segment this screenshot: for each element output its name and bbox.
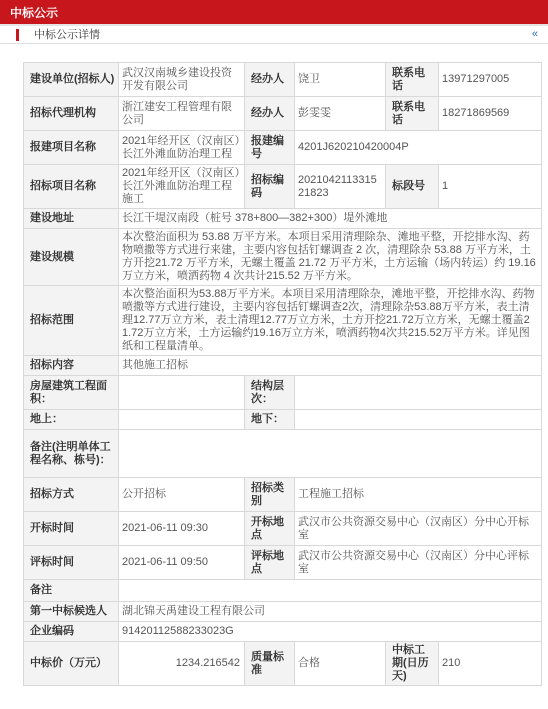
quality-value: 合格 [295,642,386,686]
table-row [24,546,542,580]
remark-single-value [119,430,542,478]
eval-time-value: 2021-06-11 09:50 [119,546,245,580]
tender-category-value: 工程施工招标 [295,478,542,512]
duration-label: 中标工期(日历天) [386,642,439,686]
table-row [24,602,542,622]
detail-table [23,62,542,686]
builder-phone-value: 13971297005 [439,63,542,97]
tender-no-label: 招标编码 [245,165,295,209]
builder-phone-label: 联系电话 [386,63,439,97]
table-row [24,97,542,131]
agent-phone-label: 联系电话 [386,97,439,131]
first-candidate-label: 第一中标候选人 [24,602,119,622]
builder-label: 建设单位(招标人) [24,63,119,97]
quality-label: 质量标准 [245,642,295,686]
scope-value: 本次整治面积为53.88万平方米。本项目采用清理除杂，滩地平整，开挖排水沟、药物喷撒等方式进行建设，主要内容包括钉螺调查2次，清理除杂53.88万平方米，表土清理12.77万立方米，表土清理12.77万立方米，土方开挖21.72万立方米，无螺土覆盖21.72万立方米，土方运输约19.16万立方米，喷洒药物4次共215.52万平方米。详见图纸和工程量清单。 [119,286,542,356]
remark-single-label: 备注(注明单体工程名称、栋号)： [24,430,119,478]
agent-handler-value: 彭雯雯 [295,97,386,131]
section-bar [0,26,548,44]
builder-handler-value: 饶卫 [295,63,386,97]
agent-org-value: 浙江建安工程管理有限公司 [119,97,245,131]
builder-value: 武汉汉南城乡建设投资开发有限公司 [119,63,245,97]
above-ground-value [119,410,245,430]
tender-category-label: 招标类别 [245,478,295,512]
page-title: 中标公示 [10,6,59,20]
remark-label: 备注 [24,580,119,602]
building-area-value [119,376,245,410]
above-ground-label: 地上： [24,410,119,430]
builder-handler-label: 经办人 [245,63,295,97]
tender-method-label: 招标方式 [24,478,119,512]
table-row [24,131,542,165]
agent-org-label: 招标代理机构 [24,97,119,131]
table-row [24,430,542,478]
bid-price-label: 中标价（万元） [24,642,119,686]
open-time-value: 2021-06-11 09:30 [119,512,245,546]
tender-method-value: 公开招标 [119,478,245,512]
agent-handler-label: 经办人 [245,97,295,131]
table-row [24,376,542,410]
remark-value [119,580,542,602]
scale-label: 建设规模 [24,229,119,286]
open-time-label: 开标时间 [24,512,119,546]
table-row [24,63,542,97]
building-area-label: 房屋建筑工程面积： [24,376,119,410]
eval-time-label: 评标时间 [24,546,119,580]
table-row [24,229,542,286]
structure-layers-label: 结构层次： [245,376,295,410]
eval-place-label: 评标地点 [245,546,295,580]
table-row [24,622,542,642]
chevron-up-double-icon[interactable]: « [531,28,538,40]
table-row [24,286,542,356]
table-row [24,356,542,376]
duration-value: 210 [439,642,542,686]
company-code-label: 企业编码 [24,622,119,642]
detail-table-wrapper [23,62,541,686]
first-candidate-value: 湖北锦天禹建设工程有限公司 [119,602,542,622]
below-ground-label: 地下： [245,410,295,430]
report-project-value: 2021年经开区（汉南区）长江外滩血防治理工程 [119,131,245,165]
report-project-label: 报建项目名称 [24,131,119,165]
scale-value: 本次整治面积为 53.88 万平方米。本项目采用清理除杂、滩地平整，开挖排水沟、药物喷撒等方式进行来建，主要内容包括钉螺调查 2 次，清理除杂 53.88 万平方米，土方开挖21.72 万平方米，无螺土覆盖 21.72 万平方米，土方运输（场内转运）约 19.16 万立方米，喷洒药物 4 次共计215.52 万平方米。 [119,229,542,286]
open-place-label: 开标地点 [245,512,295,546]
address-label: 建设地址 [24,209,119,229]
section-title: 中标公示详情 [34,29,100,41]
table-row [24,580,542,602]
scope-label: 招标范围 [24,286,119,356]
tender-project-value: 2021年经开区（汉南区）长江外滩血防治理工程施工 [119,165,245,209]
tender-no-value: 202104211331521823 [295,165,386,209]
report-no-label: 报建编号 [245,131,295,165]
table-row [24,512,542,546]
report-no-value: 4201J620210420004P [295,131,542,165]
agent-phone-value: 18271869569 [439,97,542,131]
below-ground-value [295,410,542,430]
company-code-value: 91420112588233023G [119,622,542,642]
content-label: 招标内容 [24,356,119,376]
address-value: 长江干堤汉南段（桩号 378+800—382+300）堤外滩地 [119,209,542,229]
table-row [24,642,542,686]
section-no-label: 标段号 [386,165,439,209]
eval-place-value: 武汉市公共资源交易中心（汉南区）分中心评标室 [295,546,542,580]
bid-price-value: 1234.216542 [119,642,245,686]
table-row [24,410,542,430]
content-value: 其他施工招标 [119,356,542,376]
table-row [24,478,542,512]
open-place-value: 武汉市公共资源交易中心（汉南区）分中心开标室 [295,512,542,546]
table-row [24,209,542,229]
section-no-value: 1 [439,165,542,209]
tender-project-label: 招标项目名称 [24,165,119,209]
page-header [0,0,548,26]
table-row [24,165,542,209]
section-accent-mark [16,29,19,41]
structure-layers-value [295,376,542,410]
